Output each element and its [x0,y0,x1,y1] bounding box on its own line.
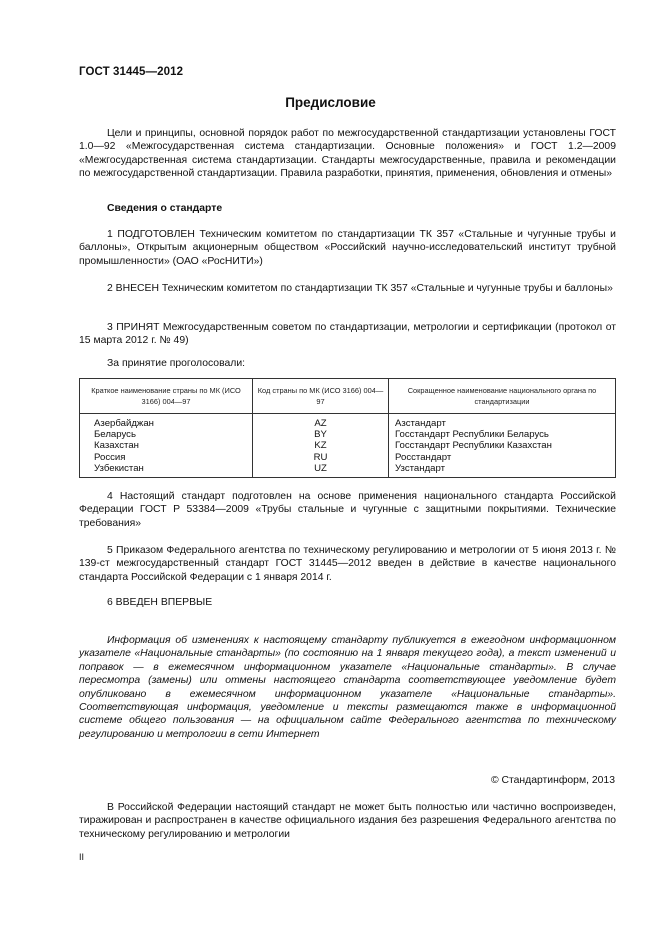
reproduction-rights: В Российской Федерации настоящий стандарт не может быть полностью или частично воспроизведен, тиражирован и распространен в качестве официального издания без разрешения Федерального агентства по техническому регулированию и метрологии [79,802,616,840]
country-code: KZ [253,440,389,451]
table-row [80,452,616,463]
page-title: Предисловие [285,95,376,110]
voting-table [79,378,616,478]
page-number: II [79,852,85,862]
country-name: Россия [80,452,253,463]
table-row [80,429,616,440]
country-code: UZ [253,463,389,478]
table-header-country: Краткое наименование страны по МК (ИСО 3166) 004—97 [80,379,253,414]
standards-body: Госстандарт Республики Казахстан [389,440,616,451]
country-code: BY [253,429,389,440]
intro-paragraph: Цели и принципы, основной порядок работ по межгосударственной стандартизации установлены ГОСТ 1.0—92 «Межгосударственная система стандартизации. Основные положения» и ГОСТ 1.2—2009 «Межгосударственная система стандартизации. Стандарты межгосударственные, правила и рекомендации по межгосударственной стандартизации. Правила разработки, принятия, применения, обновления и отмены» [79,128,616,180]
copyright-notice: © Стандартинформ, 2013 [490,775,615,786]
document-code: ГОСТ 31445—2012 [79,66,184,78]
table-header-code: Код страны по МК (ИСО 3166) 004—97 [253,379,389,414]
country-code: AZ [253,414,389,430]
table-row [80,463,616,478]
standards-body: Росстандарт [389,452,616,463]
subheading-standard-info: Сведения о стандарте [107,203,223,214]
item-5-order: 5 Приказом Федерального агентства по техническому регулированию и метрологии от 5 июня 2013 г. № 139-ст межгосударственный стандарт ГОСТ 31445—2012 введен в действие в качестве национального стандарта Российской Федерации с 1 января 2014 г. [79,545,616,583]
table-header-body: Сокращенное наименование национального органа по стандартизации [389,379,616,414]
country-name: Казахстан [80,440,253,451]
table-row [80,414,616,430]
table-row [80,440,616,451]
item-3-adopted: 3 ПРИНЯТ Межгосударственным советом по стандартизации, метрологии и сертификации (протокол от 15 марта 2012 г. № 49) [79,322,616,347]
item-6-first-introduced: 6 ВВЕДЕН ВПЕРВЫЕ [107,597,213,608]
country-code: RU [253,452,389,463]
changes-info-notice: Информация об изменениях к настоящему стандарту публикуется в ежегодном информационном указателе «Национальные стандарты» (по состоянию на 1 января текущего года), а текст изменений и поправок — в ежемесячном информационном указателе «Национальные стандарты». В случае пересмотра (замены) или отмены настоящего стандарта соответствующее уведомление будет опубликовано в ежемесячном информационном указателе «Национальные стандарты». Соответствующая информация, уведомление и тексты размещаются также в информационной системе общего пользования — на официальном сайте Федерального агентства по техническому регулированию и метрологии в сети Интернет [79,635,616,740]
item-1-prepared: 1 ПОДГОТОВЛЕН Техническим комитетом по стандартизации ТК 357 «Стальные и чугунные трубы и баллоны», Открытым акционерным обществом «Российский научно-исследовательский институт трубной промышленности» (ОАО «РосНИТИ») [79,229,616,267]
item-2-introduced: 2 ВНЕСЕН Техническим комитетом по стандартизации ТК 357 «Стальные и чугунные трубы и баллоны» [107,283,613,294]
standards-body: Азстандарт [389,414,616,430]
table-header-row [80,379,616,414]
standards-body: Узстандарт [389,463,616,478]
item-4-basis: 4 Настоящий стандарт подготовлен на основе применения национального стандарта Российской Федерации ГОСТ Р 53384—2009 «Трубы стальные и чугунные с защитными покрытиями. Технические требования» [79,491,616,529]
country-name: Узбекистан [80,463,253,478]
country-name: Азербайджан [80,414,253,430]
standards-body: Госстандарт Республики Беларусь [389,429,616,440]
voted-label: За принятие проголосовали: [107,358,246,369]
country-name: Беларусь [80,429,253,440]
